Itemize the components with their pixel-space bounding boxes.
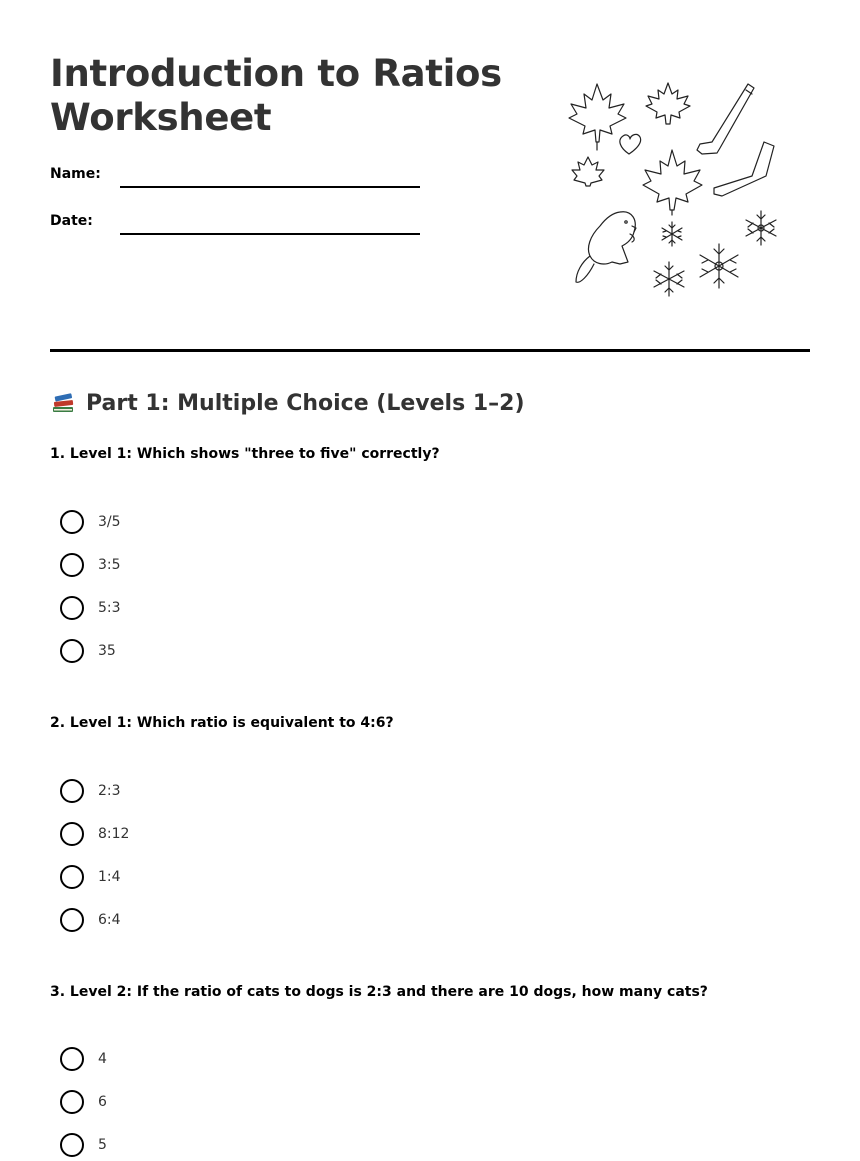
option-label: 1:4: [98, 869, 121, 885]
question-2: 2. Level 1: Which ratio is equivalent to 4:6?: [50, 715, 394, 731]
hockey-stick-icon: [697, 84, 754, 154]
header-divider: [50, 349, 810, 352]
option-label: 4: [98, 1051, 107, 1067]
option-label: 2:3: [98, 783, 121, 799]
option-label: 8:12: [98, 826, 130, 842]
radio-button[interactable]: [60, 553, 84, 577]
option-label: 3/5: [98, 514, 121, 530]
radio-button[interactable]: [60, 822, 84, 846]
q1-option-a[interactable]: [60, 509, 121, 535]
radio-button[interactable]: [60, 1133, 84, 1157]
canada-clipart-illustration: [560, 75, 790, 305]
radio-button[interactable]: [60, 639, 84, 663]
q1-option-d[interactable]: [60, 638, 116, 664]
beaver-icon: [576, 212, 636, 283]
question-3: 3. Level 2: If the ratio of cats to dogs is 2:3 and there are 10 dogs, how many cats?: [50, 984, 708, 1000]
snowflake-icon: [662, 222, 682, 246]
q3-option-a[interactable]: [60, 1046, 107, 1072]
title-line-1: Introduction to Ratios: [50, 52, 502, 95]
heart-icon: [620, 134, 641, 154]
maple-leaf-large-icon: [643, 150, 702, 215]
name-label: Name:: [50, 166, 101, 182]
maple-leaf-small-icon: [646, 83, 690, 124]
hockey-stick-2-icon: [714, 142, 774, 196]
option-label: 35: [98, 643, 116, 659]
radio-button[interactable]: [60, 1047, 84, 1071]
radio-button[interactable]: [60, 1090, 84, 1114]
snowflake-4-icon: [654, 262, 684, 296]
q3-option-b[interactable]: [60, 1089, 107, 1115]
q1-option-b[interactable]: [60, 552, 121, 578]
date-label: Date:: [50, 213, 93, 229]
q2-option-c[interactable]: [60, 864, 121, 890]
question-1: 1. Level 1: Which shows "three to five" correctly?: [50, 446, 440, 462]
q3-option-c[interactable]: [60, 1132, 107, 1158]
worksheet-title: [50, 52, 520, 140]
date-field-line[interactable]: [120, 233, 420, 235]
q2-option-b[interactable]: [60, 821, 129, 847]
option-label: 5:3: [98, 600, 121, 616]
maple-leaf-icon: [569, 84, 626, 150]
snowflake-2-icon: [746, 211, 776, 245]
title-line-2: Worksheet: [50, 96, 272, 139]
q2-option-d[interactable]: [60, 907, 121, 933]
q2-option-a[interactable]: [60, 778, 121, 804]
maple-leaf-tiny-icon: [572, 157, 604, 186]
radio-button[interactable]: [60, 510, 84, 534]
q1-option-c[interactable]: [60, 595, 121, 621]
section-heading: [50, 390, 525, 416]
option-label: 6:4: [98, 912, 121, 928]
section-title-text: Part 1: Multiple Choice (Levels 1–2): [86, 390, 525, 416]
radio-button[interactable]: [60, 779, 84, 803]
name-field-line[interactable]: [120, 186, 420, 188]
radio-button[interactable]: [60, 865, 84, 889]
option-label: 5: [98, 1137, 107, 1153]
radio-button[interactable]: [60, 596, 84, 620]
books-icon: [50, 390, 76, 416]
snowflake-3-icon: [700, 244, 738, 288]
option-label: 3:5: [98, 557, 121, 573]
option-label: 6: [98, 1094, 107, 1110]
radio-button[interactable]: [60, 908, 84, 932]
